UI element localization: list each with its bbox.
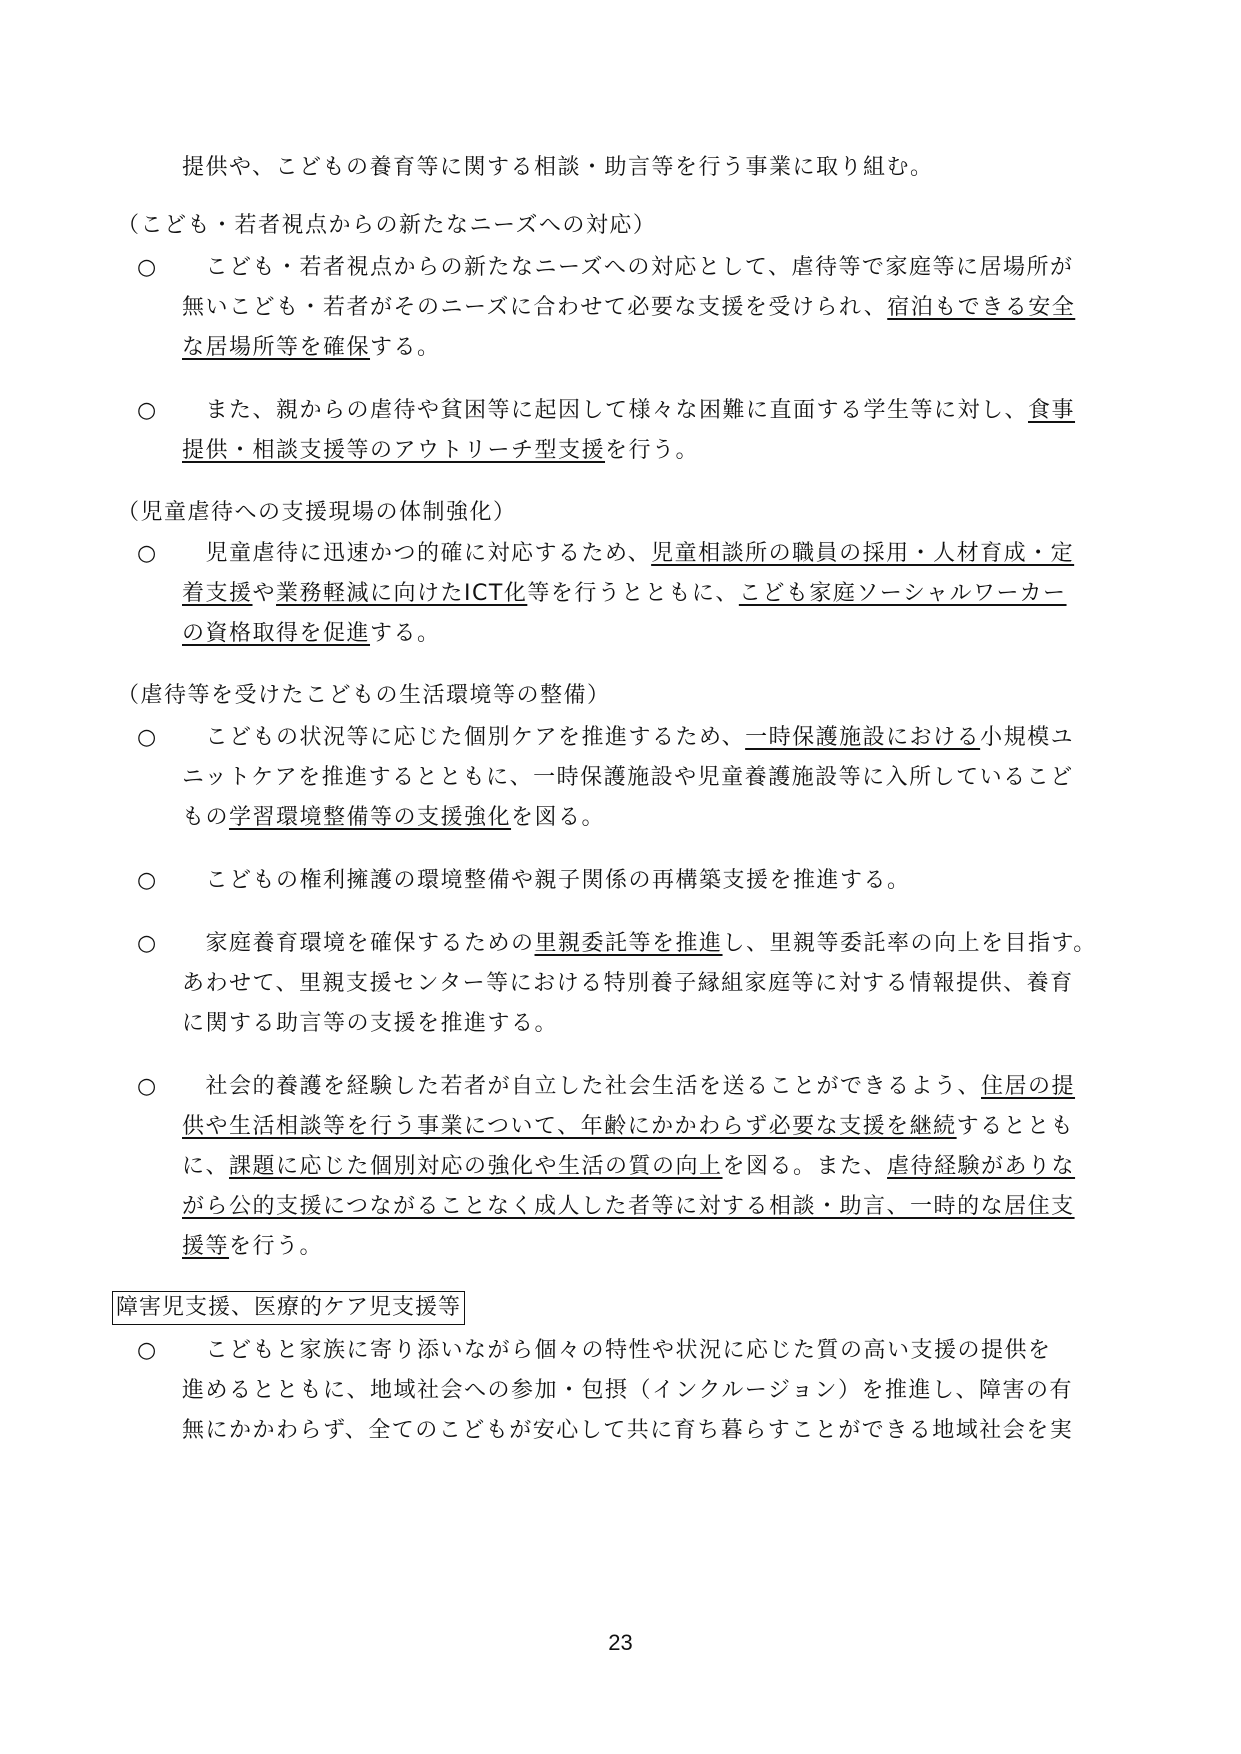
bullet-symbol: ○ — [137, 931, 157, 956]
underlined-text: な居場所等を確保 — [182, 335, 371, 360]
paragraph-line: もの学習環境整備等の支援強化を図る。 — [182, 805, 606, 830]
bullet-symbol: ○ — [137, 398, 157, 423]
paragraph-line: こどもの権利擁護の環境整備や親子関係の再構築支援を推進する。 — [182, 868, 911, 893]
bullet-symbol: ○ — [137, 1074, 157, 1099]
paragraph-line: に関する助言等の支援を推進する。 — [182, 1011, 559, 1036]
underlined-text: 一時保護施設における — [745, 725, 981, 750]
paragraph-line: ニットケアを推進するとともに、一時保護施設や児童養護施設等に入所しているこど — [182, 765, 1074, 790]
paragraph-line: こども・若者視点からの新たなニーズへの対応として、虐待等で家庭等に居場所が — [182, 255, 1074, 280]
underlined-text: 課題に応じた個別対応の強化や生活の質の向上 — [229, 1154, 723, 1179]
underlined-text: 宿泊もできる安全 — [887, 295, 1076, 320]
underlined-text: 学習環境整備等の支援強化 — [229, 805, 512, 830]
underlined-text: 供や生活相談等を行う事業について、年齢にかかわらず必要な支援を継続 — [182, 1114, 957, 1139]
page-number: 23 — [608, 1630, 633, 1655]
paragraph-line: 援等を行う。 — [182, 1234, 324, 1259]
paragraph-line: 社会的養護を経験した若者が自立した社会生活を送ることができるよう、住居の提 — [182, 1074, 1076, 1099]
section-heading-new-needs: （こども・若者視点からの新たなニーズへの対応） — [117, 213, 657, 238]
paragraph-line: 着支援や業務軽減に向けたICT化等を行うとともに、こども家庭ソーシャルワーカー — [182, 581, 1067, 606]
section-heading-living-environment: （虐待等を受けたこどもの生活環境等の整備） — [117, 683, 611, 708]
bullet-symbol: ○ — [137, 868, 157, 893]
paragraph-line: 供や生活相談等を行う事業について、年齢にかかわらず必要な支援を継続するととも — [182, 1114, 1075, 1139]
underlined-text: 着支援 — [182, 581, 253, 606]
paragraph-line: こどもの状況等に応じた個別ケアを推進するため、一時保護施設における小規模ユ — [182, 725, 1075, 750]
underlined-text: 虐待経験がありな — [887, 1154, 1076, 1179]
underlined-text: 提供・相談支援等のアウトリーチ型支援 — [182, 438, 606, 463]
paragraph-line: 進めるとともに、地域社会への参加・包摂（インクルージョン）を推進し、障害の有 — [182, 1378, 1074, 1403]
continuation-line: 提供や、こどもの養育等に関する相談・助言等を行う事業に取り組む。 — [182, 155, 934, 180]
paragraph-line: こどもと家族に寄り添いながら個々の特性や状況に応じた質の高い支援の提供を — [182, 1338, 1052, 1363]
underlined-text: 住居の提 — [981, 1074, 1076, 1099]
paragraph-line: 児童虐待に迅速かつ的確に対応するため、児童相談所の職員の採用・人材育成・定 — [182, 541, 1075, 566]
paragraph-line — [182, 1191, 1075, 1223]
paragraph-line: 家庭養育環境を確保するための里親委託等を推進し、里親等委託率の向上を目指す。 — [182, 931, 1097, 956]
paragraph-line: に、課題に応じた個別対応の強化や生活の質の向上を図る。また、虐待経験がありな — [182, 1154, 1076, 1179]
paragraph-line: 提供・相談支援等のアウトリーチ型支援を行う。 — [182, 438, 700, 463]
underlined-text: こども家庭ソーシャルワーカー — [738, 581, 1067, 606]
bullet-symbol: ○ — [137, 725, 157, 750]
bullet-symbol: ○ — [137, 255, 157, 280]
paragraph-line: 無いこども・若者がそのニーズに合わせて必要な支援を受けられ、宿泊もできる安全 — [182, 295, 1076, 320]
paragraph-line: 無にかかわらず、全てのこどもが安心して共に育ち暮らすことができる地域社会を実 — [182, 1418, 1074, 1443]
underlined-text: の資格取得を促進 — [182, 621, 371, 646]
section-heading-child-abuse: （児童虐待への支援現場の体制強化） — [117, 500, 517, 525]
paragraph-line: あわせて、里親支援センター等における特別養子縁組家庭等に対する情報提供、養育 — [182, 971, 1074, 996]
bullet-symbol: ○ — [137, 541, 157, 566]
section-heading-disability-support: 障害児支援、医療的ケア児支援等 — [112, 1291, 465, 1325]
bullet-symbol: ○ — [137, 1338, 157, 1363]
underlined-text: 児童相談所の職員の採用・人材育成・定 — [651, 541, 1075, 566]
underlined-text: 援等 — [182, 1234, 230, 1259]
underlined-text: 食事 — [1028, 398, 1076, 423]
paragraph-line: また、親からの虐待や貧困等に起因して様々な困難に直面する学生等に対し、食事 — [182, 398, 1076, 423]
paragraph-line: の資格取得を促進する。 — [182, 621, 441, 646]
underlined-text: 業務軽減に向けたICT化 — [276, 581, 528, 606]
paragraph-line: な居場所等を確保する。 — [182, 335, 441, 360]
underlined-text: 里親委託等を推進 — [534, 931, 723, 956]
underlined-text: がら公的支援につながることなく成人した者等に対する相談・助言、一時的な居住支 — [182, 1194, 1075, 1219]
